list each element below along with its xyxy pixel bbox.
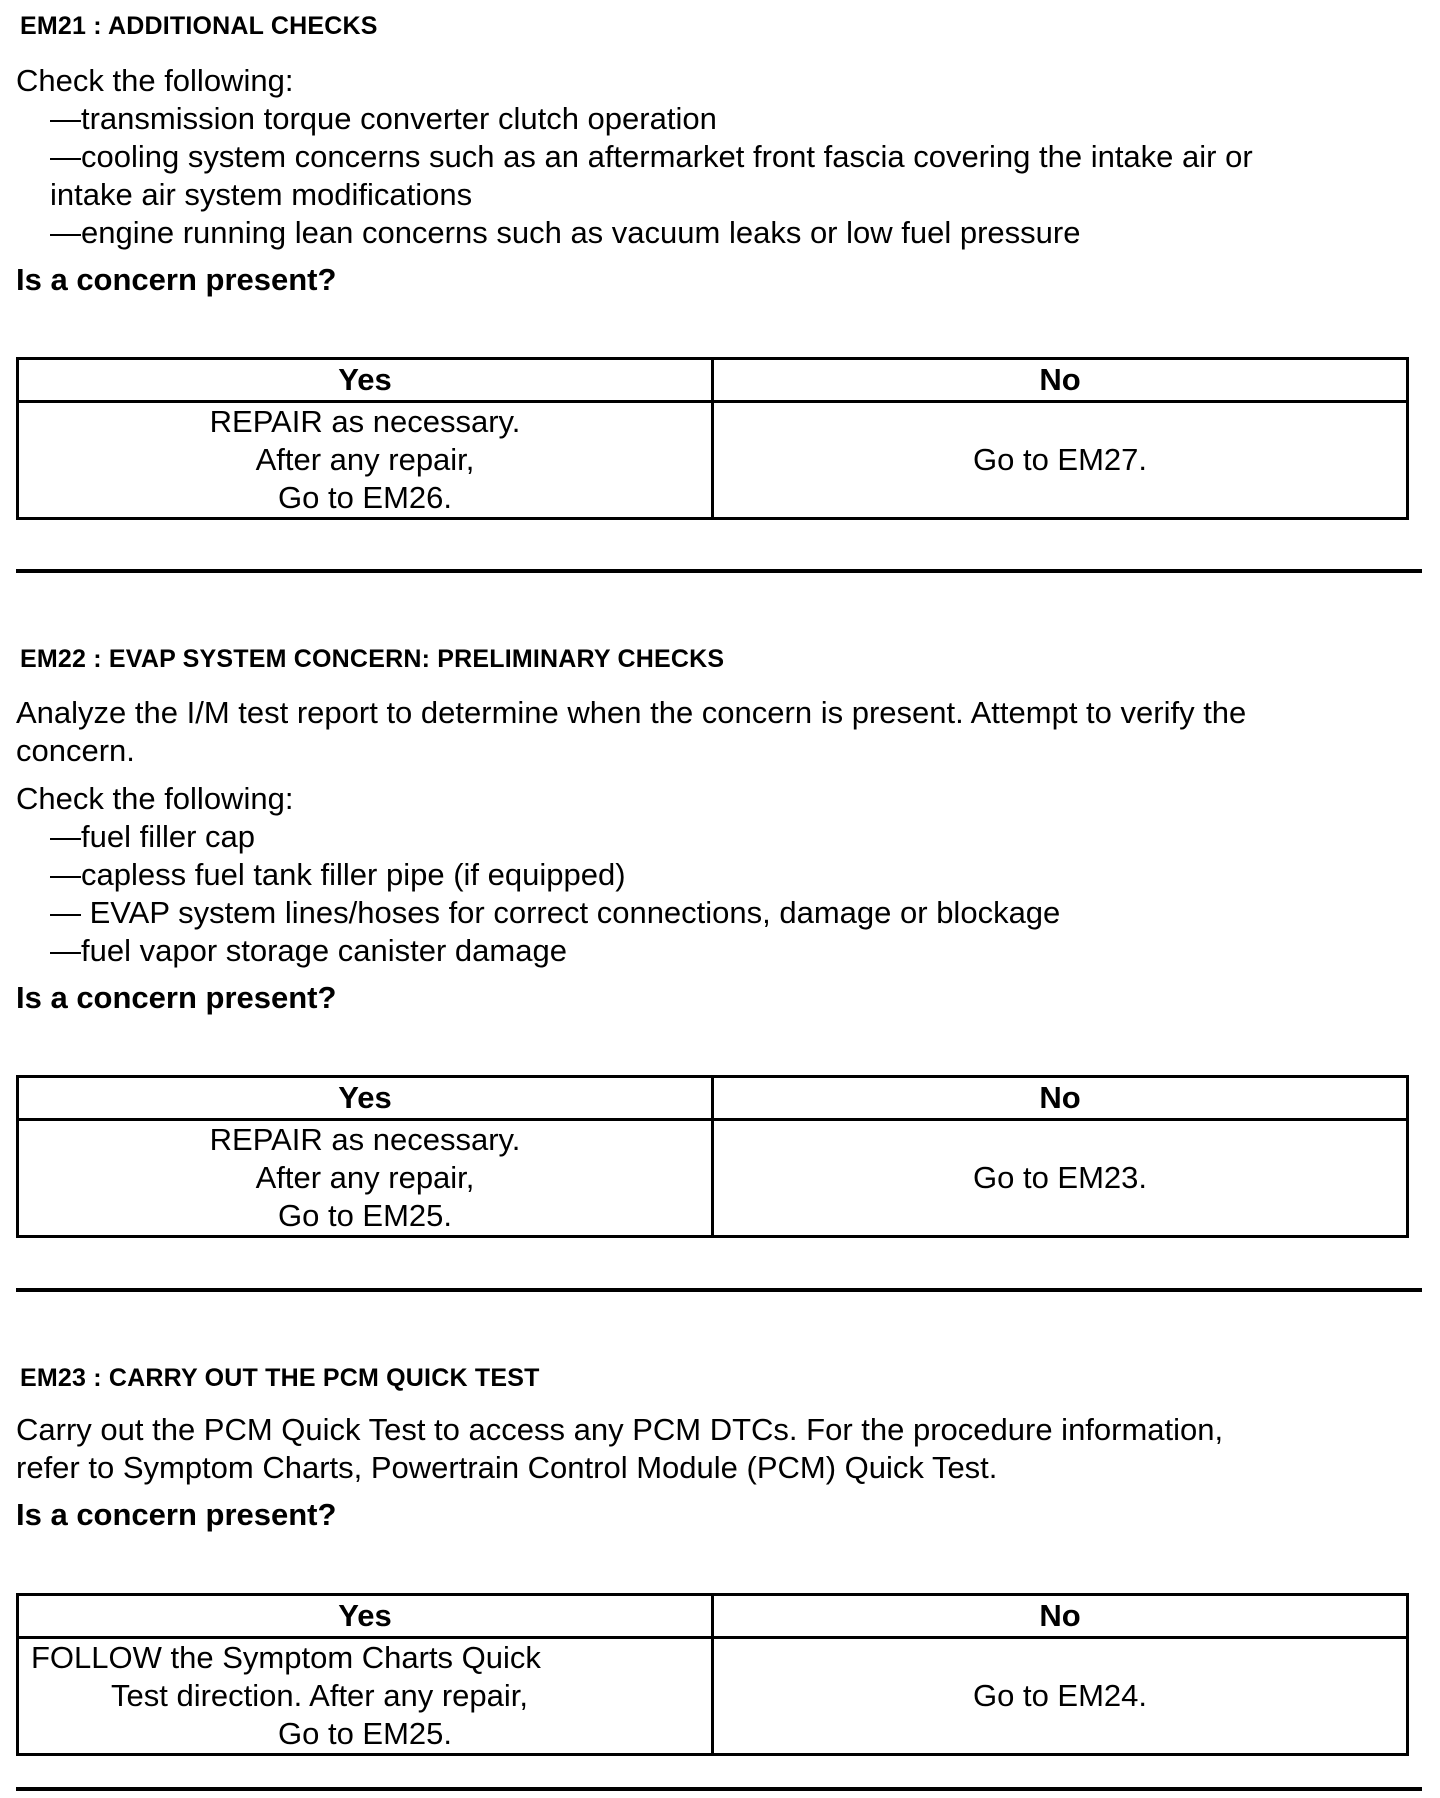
section-heading: EM21 : ADDITIONAL CHECKS (20, 12, 378, 40)
no-action-cell (713, 402, 1408, 519)
question-text: Is a concern present? (16, 980, 337, 1015)
yes-action-line: REPAIR as necessary. (209, 404, 521, 439)
yes-action-line: FOLLOW the Symptom Charts Quick (31, 1640, 541, 1675)
yes-action-cell (18, 1120, 713, 1237)
yes-action-link[interactable]: Go to EM26. (277, 480, 453, 515)
intro-line: Analyze the I/M test report to determine when the concern is present. Attempt to verify the (16, 695, 1247, 730)
check-intro: Check the following: (16, 781, 294, 816)
no-action-cell (713, 1638, 1408, 1755)
section-heading: EM23 : CARRY OUT THE PCM QUICK TEST (20, 1364, 540, 1392)
yes-header: Yes (18, 359, 713, 402)
yes-action-cell (18, 1638, 713, 1755)
section-heading: EM22 : EVAP SYSTEM CONCERN: PRELIMINARY CHECKS (20, 645, 725, 673)
section-divider (16, 1288, 1422, 1292)
no-header: No (713, 1595, 1408, 1638)
intro-line: Carry out the PCM Quick Test to access any PCM DTCs. For the procedure information, (16, 1412, 1224, 1447)
decision-table (16, 357, 1409, 520)
check-item: —cooling system concerns such as an aftermarket front fascia covering the intake air or (50, 139, 1253, 174)
no-header: No (713, 1077, 1408, 1120)
check-item: — EVAP system lines/hoses for correct connections, damage or blockage (50, 895, 1061, 930)
check-intro: Check the following: (16, 63, 294, 98)
no-action-link[interactable]: Go to EM23. (972, 1160, 1148, 1195)
question-text: Is a concern present? (16, 262, 337, 297)
check-item: —engine running lean concerns such as vacuum leaks or low fuel pressure (50, 215, 1081, 250)
intro-line: concern. (16, 733, 135, 768)
no-action-link[interactable]: Go to EM27. (972, 442, 1148, 477)
section-divider (16, 569, 1422, 573)
check-item: —fuel filler cap (50, 819, 256, 854)
section-divider (16, 1787, 1422, 1791)
intro-line: refer to Symptom Charts, Powertrain Control Module (PCM) Quick Test. (16, 1450, 998, 1485)
yes-action-cell (18, 402, 713, 519)
decision-table (16, 1593, 1409, 1756)
yes-action-line: After any repair, (255, 1160, 475, 1195)
check-item: —capless fuel tank filler pipe (if equipped) (50, 857, 626, 892)
check-item: —transmission torque converter clutch operation (50, 101, 717, 136)
yes-action-link[interactable]: Go to EM25. (277, 1716, 453, 1751)
check-item: —fuel vapor storage canister damage (50, 933, 567, 968)
no-header: No (713, 359, 1408, 402)
yes-header: Yes (18, 1077, 713, 1120)
no-action-link[interactable]: Go to EM24. (972, 1678, 1148, 1713)
question-text: Is a concern present? (16, 1497, 337, 1532)
yes-action-link[interactable]: Go to EM25. (277, 1198, 453, 1233)
no-action-cell (713, 1120, 1408, 1237)
yes-action-line: After any repair, (255, 442, 475, 477)
yes-action-line: REPAIR as necessary. (209, 1122, 521, 1157)
decision-table (16, 1075, 1409, 1238)
check-item-continuation: intake air system modifications (50, 177, 473, 212)
yes-header: Yes (18, 1595, 713, 1638)
yes-action-line: Test direction. After any repair, (111, 1678, 528, 1713)
